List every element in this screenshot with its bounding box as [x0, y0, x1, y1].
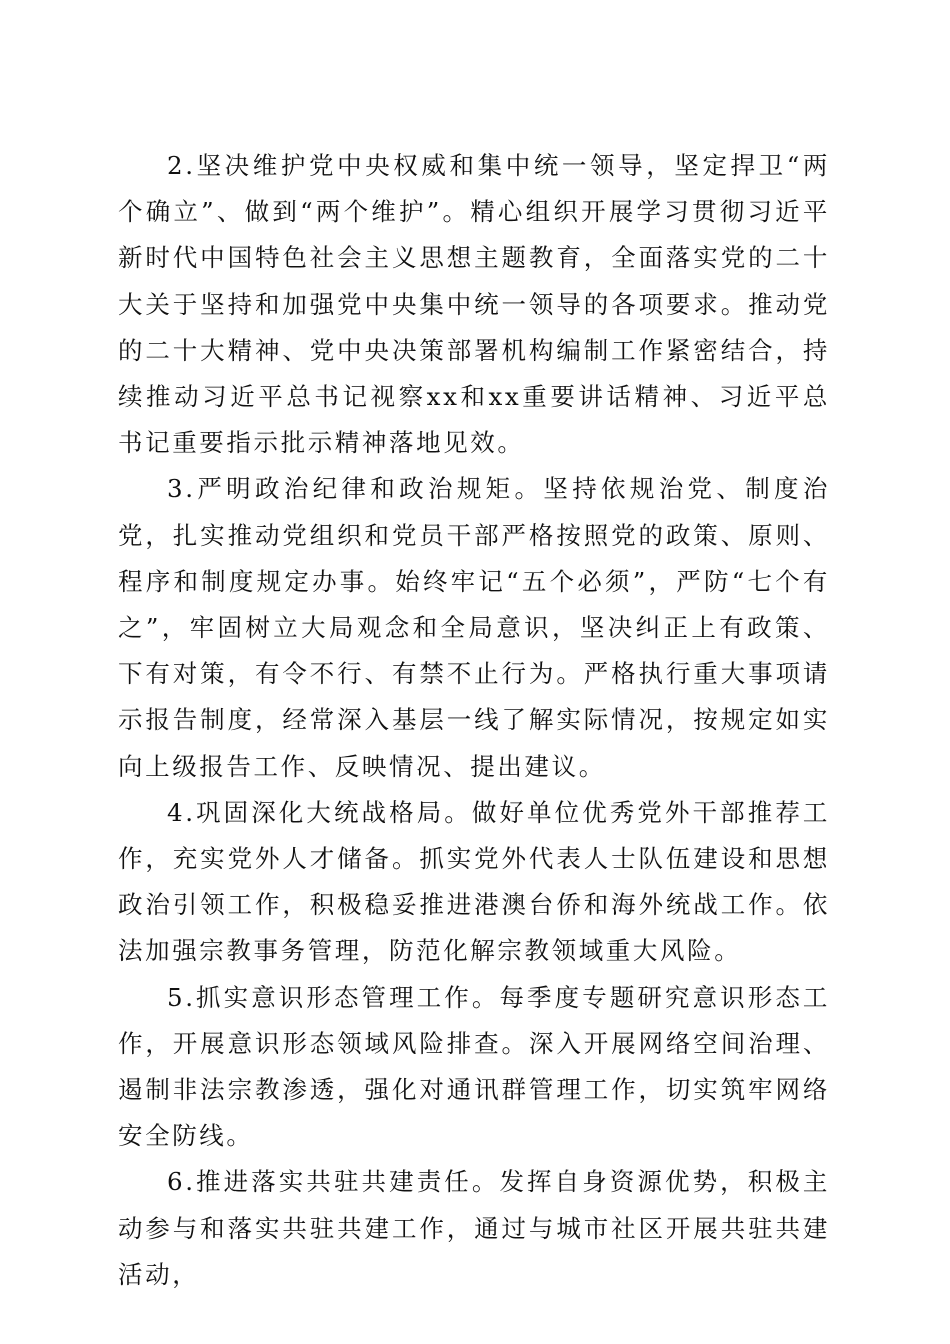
document-body: [118, 143, 830, 1298]
paragraph-item-6: 6.推进落实共驻共建责任。发挥自身资源优势，积极主动参与和落实共驻共建工作，通过与城市社区开展共驻共建活动，: [118, 1167, 830, 1289]
paragraph-item-2: 2.坚决维护党中央权威和集中统一领导，坚定捍卫“两个确立”、做到“两个维护”。精心组织开展学习贯彻习近平新时代中国特色社会主义思想主题教育，全面落实党的二十大关于坚持和加强党中央集中统一领导的各项要求。推动党的二十大精神、党中央决策部署机构编制工作紧密结合，持续推动习近平总书记视察xx和xx重要讲话精神、习近平总书记重要指示批示精神落地见效。: [118, 151, 830, 458]
paragraph-item-5: 5.抓实意识形态管理工作。每季度专题研究意识形态工作，开展意识形态领域风险排查。深入开展网络空间治理、遏制非法宗教渗透，强化对通讯群管理工作，切实筑牢网络安全防线。: [118, 982, 830, 1151]
paragraph-item-4: 4.巩固深化大统战格局。做好单位优秀党外干部推荐工作，充实党外人才储备。抓实党外代表人士队伍建设和思想政治引领工作，积极稳妥推进港澳台侨和海外统战工作。依法加强宗教事务管理，防范化解宗教领域重大风险。: [118, 797, 830, 966]
paragraph-item-3: 3.严明政治纪律和政治规矩。坚持依规治党、制度治党，扎实推动党组织和党员干部严格按照党的政策、原则、程序和制度规定办事。始终牢记“五个必须”，严防“七个有之”，牢固树立大局观念和全局意识，坚决纠正上有政策、下有对策，有令不行、有禁不止行为。严格执行重大事项请示报告制度，经常深入基层一线了解实际情况，按规定如实向上级报告工作、反映情况、提出建议。: [118, 474, 830, 781]
